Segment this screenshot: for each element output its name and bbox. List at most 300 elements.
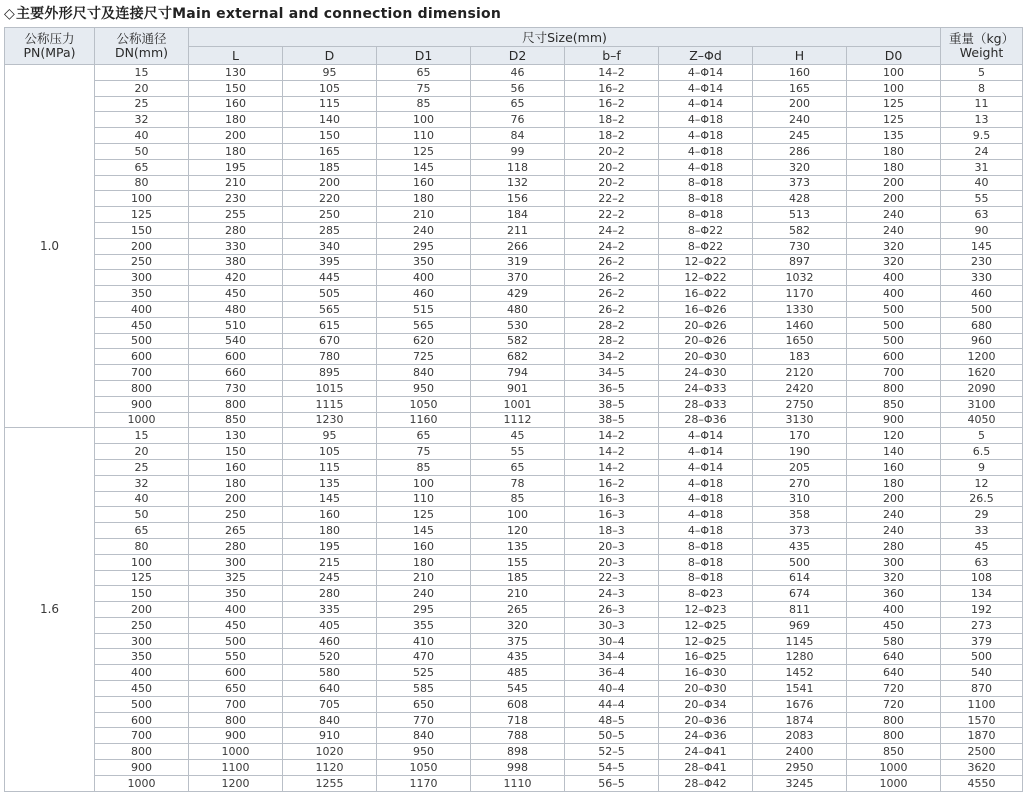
table-cell: 700: [95, 728, 189, 744]
table-cell: 585: [377, 681, 471, 697]
table-cell: 1000: [95, 775, 189, 791]
table-cell: 780: [283, 349, 377, 365]
table-cell: 54–5: [565, 760, 659, 776]
table-cell: 25: [95, 459, 189, 475]
table-cell: 250: [95, 617, 189, 633]
table-cell: 640: [847, 649, 941, 665]
table-row: [5, 696, 1023, 712]
table-cell: 76: [471, 112, 565, 128]
table-cell: 320: [847, 238, 941, 254]
table-row: [5, 444, 1023, 460]
table-cell: 145: [377, 523, 471, 539]
table-cell: 300: [95, 270, 189, 286]
table-cell: 24: [941, 143, 1023, 159]
table-cell: 160: [283, 507, 377, 523]
table-cell: 450: [189, 286, 283, 302]
page-title-text: 主要外形尺寸及连接尺寸Main external and connection dimension: [15, 6, 501, 22]
table-cell: 31: [941, 159, 1023, 175]
table-cell: 280: [847, 538, 941, 554]
table-row: [5, 270, 1023, 286]
table-cell: 24–Φ30: [659, 365, 753, 381]
table-cell: 100: [377, 112, 471, 128]
table-cell: 12–Φ22: [659, 270, 753, 286]
table-cell: 140: [283, 112, 377, 128]
table-cell: 4–Φ18: [659, 491, 753, 507]
table-cell: 125: [377, 143, 471, 159]
table-cell: 420: [189, 270, 283, 286]
table-cell: 40–4: [565, 681, 659, 697]
table-cell: 26–2: [565, 254, 659, 270]
table-cell: 32: [95, 112, 189, 128]
table-cell: 1255: [283, 775, 377, 791]
table-cell: 850: [189, 412, 283, 428]
table-cell: 200: [753, 96, 847, 112]
table-cell: 1874: [753, 712, 847, 728]
table-cell: 160: [377, 175, 471, 191]
table-cell: 1541: [753, 681, 847, 697]
table-cell: 3620: [941, 760, 1023, 776]
table-cell: 240: [847, 507, 941, 523]
table-cell: 28–Φ42: [659, 775, 753, 791]
table-cell: 295: [377, 238, 471, 254]
table-row: [5, 191, 1023, 207]
table-cell: 15: [95, 65, 189, 81]
pn-cell: 1.0: [5, 65, 95, 428]
table-cell: 320: [753, 159, 847, 175]
weight-header-line-1: 重量（kg）: [948, 31, 1015, 46]
table-cell: 565: [283, 301, 377, 317]
table-cell: 30–4: [565, 633, 659, 649]
table-cell: 373: [753, 523, 847, 539]
table-cell: 460: [377, 286, 471, 302]
table-cell: 50: [95, 143, 189, 159]
table-cell: 500: [847, 317, 941, 333]
table-cell: 24–Φ41: [659, 744, 753, 760]
table-cell: 240: [753, 112, 847, 128]
table-cell: 325: [189, 570, 283, 586]
table-cell: 300: [189, 554, 283, 570]
table-cell: 400: [847, 286, 941, 302]
table-body: [5, 65, 1023, 792]
table-cell: 26.5: [941, 491, 1023, 507]
table-cell: 1000: [847, 760, 941, 776]
col-header-h: H: [753, 47, 847, 65]
table-row: [5, 333, 1023, 349]
table-cell: 200: [847, 191, 941, 207]
table-cell: 105: [283, 444, 377, 460]
table-cell: 1280: [753, 649, 847, 665]
table-cell: 26–2: [565, 286, 659, 302]
table-cell: 2400: [753, 744, 847, 760]
table-cell: 26–3: [565, 602, 659, 618]
table-cell: 180: [847, 143, 941, 159]
table-cell: 50–5: [565, 728, 659, 744]
table-cell: 600: [95, 349, 189, 365]
table-cell: 358: [753, 507, 847, 523]
table-cell: 1145: [753, 633, 847, 649]
table-row: [5, 728, 1023, 744]
table-cell: 165: [753, 80, 847, 96]
table-cell: 4–Φ18: [659, 523, 753, 539]
table-cell: 130: [189, 428, 283, 444]
table-cell: 9.5: [941, 128, 1023, 144]
table-cell: 900: [95, 396, 189, 412]
table-cell: 640: [283, 681, 377, 697]
table-cell: 16–Φ30: [659, 665, 753, 681]
table-cell: 120: [847, 428, 941, 444]
pn-cell: 1.6: [5, 428, 95, 791]
table-cell: 510: [189, 317, 283, 333]
table-row: [5, 712, 1023, 728]
table-cell: 210: [189, 175, 283, 191]
table-cell: 16–2: [565, 475, 659, 491]
table-cell: 1870: [941, 728, 1023, 744]
table-cell: 286: [753, 143, 847, 159]
table-cell: 55: [471, 444, 565, 460]
table-row: [5, 633, 1023, 649]
table-cell: 13: [941, 112, 1023, 128]
table-cell: 160: [377, 538, 471, 554]
table-cell: 435: [471, 649, 565, 665]
table-cell: 190: [753, 444, 847, 460]
table-cell: 25: [95, 96, 189, 112]
table-cell: 245: [753, 128, 847, 144]
table-cell: 14–2: [565, 428, 659, 444]
page-title: [4, 4, 501, 24]
table-cell: 250: [189, 507, 283, 523]
table-row: [5, 538, 1023, 554]
table-cell: 16–3: [565, 507, 659, 523]
table-row: [5, 222, 1023, 238]
table-cell: 360: [847, 586, 941, 602]
table-cell: 295: [377, 602, 471, 618]
table-cell: 545: [471, 681, 565, 697]
table-cell: 1000: [189, 744, 283, 760]
table-cell: 4–Φ14: [659, 65, 753, 81]
table-cell: 22–2: [565, 207, 659, 223]
table-cell: 16–3: [565, 491, 659, 507]
table-cell: 14–2: [565, 444, 659, 460]
table-row: [5, 349, 1023, 365]
table-cell: 608: [471, 696, 565, 712]
table-cell: 24–3: [565, 586, 659, 602]
table-cell: 16–Φ25: [659, 649, 753, 665]
table-cell: 900: [189, 728, 283, 744]
table-cell: 266: [471, 238, 565, 254]
table-row: [5, 617, 1023, 633]
table-cell: 1160: [377, 412, 471, 428]
table-cell: 80: [95, 538, 189, 554]
table-cell: 700: [189, 696, 283, 712]
table-cell: 230: [941, 254, 1023, 270]
col-header-b-f: b–f: [565, 47, 659, 65]
table-cell: 335: [283, 602, 377, 618]
table-cell: 155: [471, 554, 565, 570]
table-cell: 29: [941, 507, 1023, 523]
table-cell: 1200: [941, 349, 1023, 365]
table-cell: 200: [95, 602, 189, 618]
table-cell: 52–5: [565, 744, 659, 760]
table-cell: 24–2: [565, 238, 659, 254]
table-cell: 525: [377, 665, 471, 681]
table-cell: 8–Φ18: [659, 191, 753, 207]
table-cell: 3130: [753, 412, 847, 428]
table-row: [5, 507, 1023, 523]
table-cell: 1100: [189, 760, 283, 776]
table-cell: 40: [941, 175, 1023, 191]
table-cell: 18–2: [565, 112, 659, 128]
table-row: [5, 523, 1023, 539]
table-cell: 4–Φ18: [659, 143, 753, 159]
table-cell: 400: [95, 301, 189, 317]
table-cell: 725: [377, 349, 471, 365]
table-cell: 705: [283, 696, 377, 712]
table-cell: 400: [189, 602, 283, 618]
table-cell: 150: [95, 222, 189, 238]
dimension-table: [4, 27, 1023, 792]
table-cell: 950: [377, 380, 471, 396]
table-row: [5, 238, 1023, 254]
table-cell: 110: [377, 128, 471, 144]
table-cell: 205: [753, 459, 847, 475]
table-cell: 794: [471, 365, 565, 381]
table-cell: 480: [189, 301, 283, 317]
table-cell: 28–Φ36: [659, 412, 753, 428]
table-cell: 16–Φ22: [659, 286, 753, 302]
table-cell: 400: [847, 270, 941, 286]
table-cell: 185: [283, 159, 377, 175]
table-cell: 200: [283, 175, 377, 191]
table-cell: 1650: [753, 333, 847, 349]
table-cell: 500: [941, 649, 1023, 665]
table-row: [5, 175, 1023, 191]
table-cell: 160: [189, 459, 283, 475]
table-cell: 12–Φ25: [659, 633, 753, 649]
table-cell: 240: [377, 586, 471, 602]
table-cell: 1115: [283, 396, 377, 412]
table-cell: 100: [95, 554, 189, 570]
table-cell: 4–Φ14: [659, 459, 753, 475]
table-cell: 100: [95, 191, 189, 207]
table-cell: 565: [377, 317, 471, 333]
table-cell: 240: [847, 222, 941, 238]
table-cell: 900: [95, 760, 189, 776]
table-cell: 75: [377, 80, 471, 96]
table-cell: 108: [941, 570, 1023, 586]
table-cell: 240: [377, 222, 471, 238]
table-cell: 285: [283, 222, 377, 238]
table-cell: 16–Φ26: [659, 301, 753, 317]
table-row: [5, 207, 1023, 223]
table-cell: 16–2: [565, 80, 659, 96]
table-cell: 2083: [753, 728, 847, 744]
table-cell: 20–2: [565, 159, 659, 175]
table-cell: 897: [753, 254, 847, 270]
table-cell: 788: [471, 728, 565, 744]
table-cell: 40: [95, 128, 189, 144]
table-cell: 410: [377, 633, 471, 649]
table-cell: 184: [471, 207, 565, 223]
table-cell: 700: [95, 365, 189, 381]
table-cell: 800: [95, 380, 189, 396]
table-cell: 500: [189, 633, 283, 649]
table-cell: 400: [847, 602, 941, 618]
table-cell: 16–2: [565, 96, 659, 112]
table-cell: 95: [283, 65, 377, 81]
table-cell: 670: [283, 333, 377, 349]
table-cell: 20: [95, 80, 189, 96]
table-cell: 4–Φ14: [659, 80, 753, 96]
table-cell: 730: [753, 238, 847, 254]
table-cell: 480: [471, 301, 565, 317]
table-row: [5, 744, 1023, 760]
table-cell: 1001: [471, 396, 565, 412]
table-cell: 140: [847, 444, 941, 460]
table-cell: 800: [189, 396, 283, 412]
table-cell: 250: [283, 207, 377, 223]
table-cell: 20–Φ30: [659, 349, 753, 365]
table-cell: 280: [189, 538, 283, 554]
table-cell: 720: [847, 681, 941, 697]
table-cell: 185: [471, 570, 565, 586]
table-cell: 65: [377, 428, 471, 444]
table-cell: 195: [283, 538, 377, 554]
table-cell: 513: [753, 207, 847, 223]
table-cell: 36–5: [565, 380, 659, 396]
table-cell: 582: [753, 222, 847, 238]
table-cell: 24–Φ36: [659, 728, 753, 744]
table-cell: 2420: [753, 380, 847, 396]
table-cell: 340: [283, 238, 377, 254]
table-row: [5, 649, 1023, 665]
table-cell: 135: [283, 475, 377, 491]
table-header: [5, 28, 1023, 65]
table-cell: 770: [377, 712, 471, 728]
table-cell: 450: [95, 317, 189, 333]
table-cell: 14–2: [565, 459, 659, 475]
table-cell: 18–3: [565, 523, 659, 539]
table-cell: 105: [283, 80, 377, 96]
table-cell: 24–Φ33: [659, 380, 753, 396]
table-cell: 615: [283, 317, 377, 333]
table-cell: 11: [941, 96, 1023, 112]
table-cell: 95: [283, 428, 377, 444]
table-cell: 1032: [753, 270, 847, 286]
table-cell: 150: [189, 80, 283, 96]
table-cell: 600: [847, 349, 941, 365]
table-cell: 75: [377, 444, 471, 460]
table-cell: 125: [95, 207, 189, 223]
table-cell: 500: [847, 333, 941, 349]
table-row: [5, 380, 1023, 396]
table-cell: 8–Φ23: [659, 586, 753, 602]
table-cell: 65: [471, 96, 565, 112]
table-cell: 1000: [847, 775, 941, 791]
table-cell: 9: [941, 459, 1023, 475]
table-cell: 500: [753, 554, 847, 570]
table-cell: 170: [753, 428, 847, 444]
table-cell: 350: [95, 286, 189, 302]
table-cell: 100: [847, 80, 941, 96]
table-cell: 800: [189, 712, 283, 728]
table-cell: 215: [283, 554, 377, 570]
table-cell: 640: [847, 665, 941, 681]
table-cell: 240: [847, 207, 941, 223]
table-cell: 135: [847, 128, 941, 144]
table-cell: 800: [847, 712, 941, 728]
table-cell: 400: [377, 270, 471, 286]
table-row: [5, 286, 1023, 302]
table-cell: 210: [471, 586, 565, 602]
table-cell: 255: [189, 207, 283, 223]
table-cell: 15: [95, 428, 189, 444]
table-cell: 78: [471, 475, 565, 491]
table-cell: 300: [95, 633, 189, 649]
table-cell: 18–2: [565, 128, 659, 144]
table-cell: 20–3: [565, 554, 659, 570]
table-cell: 330: [189, 238, 283, 254]
table-cell: 180: [847, 475, 941, 491]
table-cell: 650: [189, 681, 283, 697]
table-row: [5, 760, 1023, 776]
table-cell: 520: [283, 649, 377, 665]
table-cell: 1050: [377, 396, 471, 412]
table-cell: 85: [377, 459, 471, 475]
table-row: [5, 775, 1023, 791]
table-cell: 350: [95, 649, 189, 665]
table-cell: 1570: [941, 712, 1023, 728]
table-cell: 200: [847, 491, 941, 507]
table-cell: 505: [283, 286, 377, 302]
col-header-d0: D0: [847, 47, 941, 65]
table-cell: 400: [95, 665, 189, 681]
table-row: [5, 570, 1023, 586]
table-cell: 195: [189, 159, 283, 175]
table-cell: 270: [753, 475, 847, 491]
table-row: [5, 128, 1023, 144]
table-cell: 500: [941, 301, 1023, 317]
table-cell: 20–Φ34: [659, 696, 753, 712]
table-cell: 20–2: [565, 175, 659, 191]
table-cell: 65: [377, 65, 471, 81]
table-cell: 150: [95, 586, 189, 602]
table-cell: 12–Φ22: [659, 254, 753, 270]
table-cell: 429: [471, 286, 565, 302]
table-row: [5, 112, 1023, 128]
table-cell: 998: [471, 760, 565, 776]
table-cell: 180: [283, 523, 377, 539]
table-row: [5, 80, 1023, 96]
table-cell: 450: [189, 617, 283, 633]
table-cell: 2120: [753, 365, 847, 381]
pn-header: [5, 28, 95, 65]
table-cell: 55: [941, 191, 1023, 207]
table-cell: 12–Φ23: [659, 602, 753, 618]
table-cell: 28–2: [565, 317, 659, 333]
table-cell: 350: [377, 254, 471, 270]
table-cell: 22–3: [565, 570, 659, 586]
table-cell: 4–Φ18: [659, 507, 753, 523]
table-cell: 200: [189, 491, 283, 507]
table-cell: 4–Φ14: [659, 96, 753, 112]
table-cell: 1015: [283, 380, 377, 396]
table-cell: 500: [95, 333, 189, 349]
table-cell: 373: [753, 175, 847, 191]
table-cell: 614: [753, 570, 847, 586]
table-cell: 110: [377, 491, 471, 507]
table-cell: 470: [377, 649, 471, 665]
table-cell: 63: [941, 207, 1023, 223]
